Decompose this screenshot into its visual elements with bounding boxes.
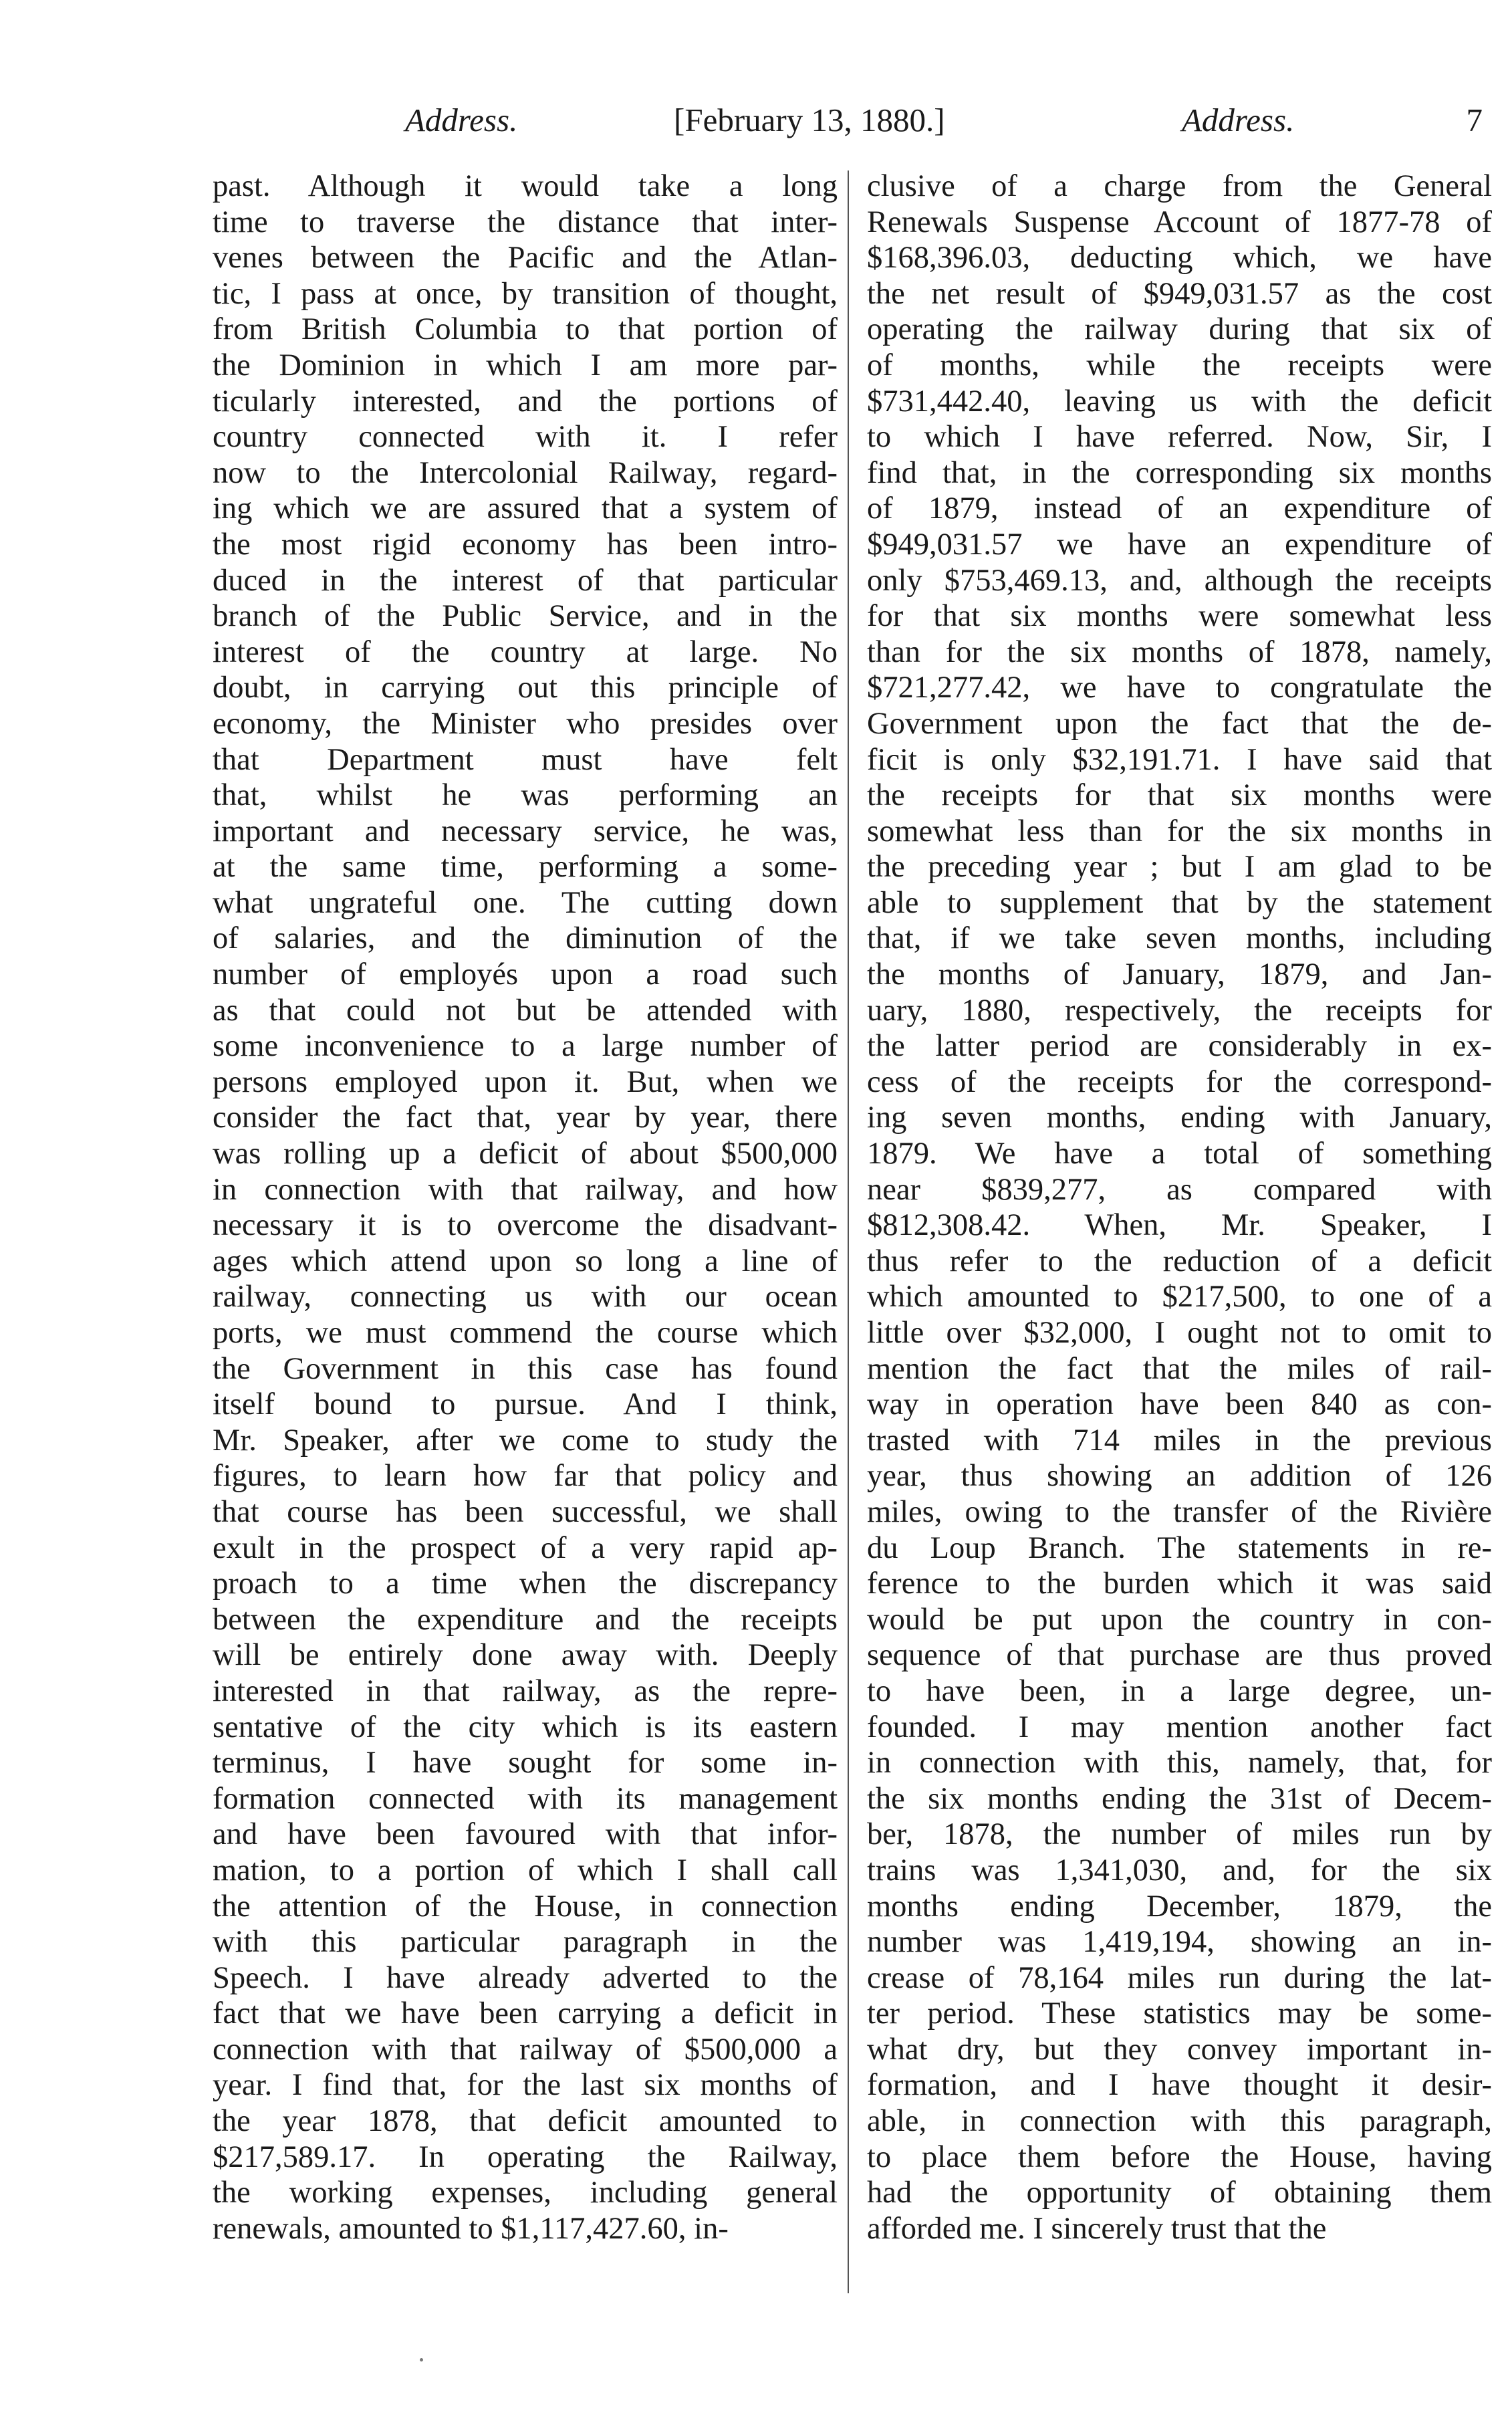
left-column-line: some inconvenience to a large number of [213, 1029, 838, 1064]
right-column-line: to which I have referred. Now, Sir, I [867, 420, 1492, 455]
right-column-line: months ending December, 1879, the [867, 1889, 1492, 1924]
right-column-line: find that, in the corresponding six months [867, 455, 1492, 490]
left-column-line: terminus, I have sought for some in- [213, 1746, 838, 1780]
page-number: 7 [1466, 102, 1483, 138]
left-column-line: what ungrateful one. The cutting down [213, 885, 838, 920]
left-column-line: economy, the Minister who presides over [213, 706, 838, 741]
right-column-line: somewhat less than for the six months in [867, 814, 1492, 848]
left-text-column [213, 168, 838, 2246]
right-column-line: year, thus showing an addition of 126 [867, 1459, 1492, 1494]
right-column-line: than for the six months of 1878, namely, [867, 634, 1492, 669]
left-column-line: exult in the prospect of a very rapid ap- [213, 1530, 838, 1565]
left-column-line: renewals, amounted to $1,117,427.60, in- [213, 2211, 729, 2246]
left-column-line: with this particular paragraph in the [213, 1925, 838, 1960]
right-column-line: mention the fact that the miles of rail- [867, 1351, 1492, 1386]
left-column-line: venes between the Pacific and the Atlan- [213, 241, 838, 275]
left-column-line: ticularly interested, and the portions of [213, 384, 838, 419]
left-column-line: interested in that railway, as the repre- [213, 1674, 838, 1708]
right-column-line: near $839,277, as compared with [867, 1172, 1492, 1207]
print-speck [420, 2358, 423, 2361]
right-column-line: $721,277.42, we have to congratulate the [867, 671, 1492, 705]
right-column-line: uary, 1880, respectively, the receipts for [867, 993, 1492, 1028]
right-column-line: miles, owing to the transfer of the Rivière [867, 1494, 1492, 1529]
left-column-line: year. I find that, for the last six months of [213, 2068, 838, 2103]
right-column-line: $812,308.42. When, Mr. Speaker, I [867, 1208, 1492, 1243]
left-column-line: the working expenses, including general [213, 2176, 838, 2210]
left-column-line: mation, to a portion of which I shall call [213, 1853, 838, 1887]
right-column-line: operating the railway during that six of [867, 312, 1492, 347]
left-column-line: tic, I pass at once, by transition of thought, [213, 276, 838, 311]
left-column-line: was rolling up a deficit of about $500,000 [213, 1137, 838, 1171]
right-column-line: afforded me. I sincerely trust that the [867, 2211, 1327, 2246]
left-column-line: duced in the interest of that particular [213, 563, 838, 598]
right-column-line: only $753,469.13, and, although the receipts [867, 563, 1492, 598]
right-column-line: ber, 1878, the number of miles run by [867, 1817, 1492, 1852]
right-column-line: had the opportunity of obtaining them [867, 2176, 1492, 2210]
right-column-line: the six months ending the 31st of Decem- [867, 1781, 1492, 1816]
right-column-line: 1879. We have a total of something [867, 1137, 1492, 1171]
left-column-line: time to traverse the distance that inter- [213, 205, 838, 239]
left-column-line: doubt, in carrying out this principle of [213, 671, 838, 705]
right-column-line: the net result of $949,031.57 as the cost [867, 276, 1492, 311]
left-column-line: ages which attend upon so long a line of [213, 1244, 838, 1278]
left-column-line: and have been favoured with that infor- [213, 1817, 838, 1852]
left-column-line: between the expenditure and the receipts [213, 1602, 838, 1637]
left-column-line: branch of the Public Service, and in the [213, 599, 838, 634]
right-column-line: able to supplement that by the statement [867, 885, 1492, 920]
left-column-line: sentative of the city which is its eastern [213, 1710, 838, 1744]
left-column-line: will be entirely done away with. Deeply [213, 1638, 838, 1673]
left-column-line: itself bound to pursue. And I think, [213, 1387, 838, 1422]
right-column-line: Government upon the fact that the de- [867, 706, 1492, 741]
left-column-line: that Department must have felt [213, 742, 838, 777]
right-column-line: to place them before the House, having [867, 2140, 1492, 2174]
left-column-line: Mr. Speaker, after we come to study the [213, 1423, 838, 1458]
left-column-line: from British Columbia to that portion of [213, 312, 838, 347]
column-divider [848, 170, 849, 2293]
right-column-line: of 1879, instead of an expenditure of [867, 491, 1492, 526]
right-column-line: to have been, in a large degree, un- [867, 1674, 1492, 1708]
right-column-line: the latter period are considerably in ex- [867, 1029, 1492, 1064]
right-column-line: $731,442.40, leaving us with the deficit [867, 384, 1492, 419]
right-column-line: would be put upon the country in con- [867, 1602, 1492, 1637]
right-column-line: little over $32,000, I ought not to omit to [867, 1316, 1492, 1350]
left-column-line: railway, connecting us with our ocean [213, 1280, 838, 1314]
left-column-line: connection with that railway of $500,000 a [213, 2032, 838, 2067]
right-column-line: thus refer to the reduction of a deficit [867, 1244, 1492, 1278]
left-column-line: as that could not but be attended with [213, 993, 838, 1028]
left-column-line: ing which we are assured that a system of [213, 491, 838, 526]
left-column-line: figures, to learn how far that policy and [213, 1459, 838, 1494]
right-column-line: number was 1,419,194, showing an in- [867, 1925, 1492, 1960]
left-column-line: important and necessary service, he was, [213, 814, 838, 848]
left-column-line: the attention of the House, in connection [213, 1889, 838, 1924]
left-column-line: the year 1878, that deficit amounted to [213, 2104, 838, 2139]
right-column-line: ing seven months, ending with January, [867, 1101, 1492, 1135]
right-column-line: able, in connection with this paragraph, [867, 2104, 1492, 2139]
running-header [213, 99, 1483, 142]
right-column-line: which amounted to $217,500, to one of a [867, 1280, 1492, 1314]
left-column-line: formation connected with its management [213, 1781, 838, 1816]
right-column-line: du Loup Branch. The statements in re- [867, 1530, 1492, 1565]
right-column-line: ference to the burden which it was said [867, 1567, 1492, 1601]
left-column-line: necessary it is to overcome the disadvant- [213, 1208, 838, 1243]
left-column-line: of salaries, and the diminution of the [213, 921, 838, 956]
left-column-line: ports, we must commend the course which [213, 1316, 838, 1350]
right-column-line: trasted with 714 miles in the previous [867, 1423, 1492, 1458]
right-column-line: what dry, but they convey important in- [867, 2032, 1492, 2067]
left-column-line: number of employés upon a road such [213, 957, 838, 992]
right-column-line: of months, while the receipts were [867, 348, 1492, 382]
right-column-line: that, if we take seven months, including [867, 921, 1492, 956]
right-column-line: the preceding year ; but I am glad to be [867, 850, 1492, 885]
header-section-left: Address. [405, 102, 518, 138]
right-text-column [867, 168, 1492, 2246]
left-column-line: the most rigid economy has been intro- [213, 527, 838, 562]
right-column-line: in connection with this, namely, that, for [867, 1746, 1492, 1780]
left-column-line: that, whilst he was performing an [213, 778, 838, 813]
left-column-line: the Government in this case has found [213, 1351, 838, 1386]
right-column-line: way in operation have been 840 as con- [867, 1387, 1492, 1422]
right-column-line: Renewals Suspense Account of 1877-78 of [867, 205, 1492, 239]
header-date: [February 13, 1880.] [674, 102, 945, 138]
right-column-line: the months of January, 1879, and Jan- [867, 957, 1492, 992]
right-column-line: sequence of that purchase are thus proved [867, 1638, 1492, 1673]
right-column-line: $949,031.57 we have an expenditure of [867, 527, 1492, 562]
right-column-line: clusive of a charge from the General [867, 169, 1492, 203]
left-column-line: now to the Intercolonial Railway, regard- [213, 455, 838, 490]
left-column-line: past. Although it would take a long [213, 169, 838, 203]
left-column-line: consider the fact that, year by year, there [213, 1101, 838, 1135]
left-column-line: persons employed upon it. But, when we [213, 1064, 838, 1099]
left-column-line: in connection with that railway, and how [213, 1172, 838, 1207]
right-column-line: the receipts for that six months were [867, 778, 1492, 813]
right-column-line: $168,396.03, deducting which, we have [867, 241, 1492, 275]
left-column-line: $217,589.17. In operating the Railway, [213, 2140, 838, 2174]
right-column-line: cess of the receipts for the correspond- [867, 1064, 1492, 1099]
right-column-line: trains was 1,341,030, and, for the six [867, 1853, 1492, 1887]
left-column-line: Speech. I have already adverted to the [213, 1960, 838, 1995]
left-column-line: fact that we have been carrying a deficit in [213, 1996, 838, 2031]
right-column-line: formation, and I have thought it desir- [867, 2068, 1492, 2103]
left-column-line: the Dominion in which I am more par- [213, 348, 838, 382]
left-column-line: that course has been successful, we shall [213, 1494, 838, 1529]
right-column-line: crease of 78,164 miles run during the lat- [867, 1960, 1492, 1995]
right-column-line: for that six months were somewhat less [867, 599, 1492, 634]
right-column-line: ficit is only $32,191.71. I have said that [867, 742, 1492, 777]
left-column-line: interest of the country at large. No [213, 634, 838, 669]
left-column-line: country connected with it. I refer [213, 420, 838, 455]
left-column-line: at the same time, performing a some- [213, 850, 838, 885]
right-column-line: ter period. These statistics may be some- [867, 1996, 1492, 2031]
left-column-line: proach to a time when the discrepancy [213, 1567, 838, 1601]
header-section-right: Address. [1182, 102, 1295, 138]
right-column-line: founded. I may mention another fact [867, 1710, 1492, 1744]
